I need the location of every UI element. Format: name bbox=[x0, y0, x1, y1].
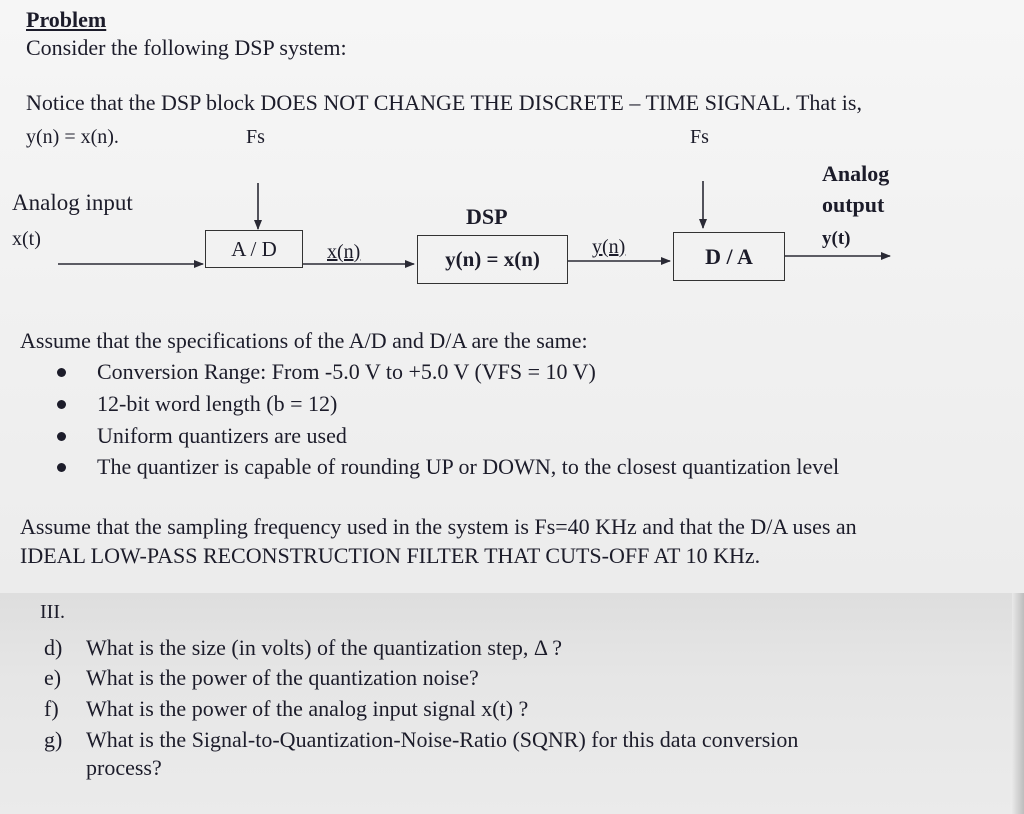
problem-heading: Problem bbox=[26, 7, 107, 32]
bullet-icon bbox=[57, 400, 66, 409]
notice-text: Notice that the DSP block DOES NOT CHANGE THE DISCRETE – TIME SIGNAL. That is, bbox=[26, 90, 862, 115]
analog-input-label: Analog input bbox=[12, 190, 133, 215]
bullet-icon bbox=[57, 368, 66, 377]
identity-text: y(n) = x(n). bbox=[26, 126, 119, 148]
assume-fs-line-2: IDEAL LOW-PASS RECONSTRUCTION FILTER THAT CUTS-OFF AT 10 KHz. bbox=[20, 543, 761, 568]
fs-right-label: Fs bbox=[690, 126, 709, 148]
dsp-box: y(n) = x(n) bbox=[417, 235, 568, 284]
bullet-icon bbox=[57, 463, 66, 472]
ad-converter-box: A / D bbox=[205, 230, 303, 268]
dsp-title: DSP bbox=[466, 204, 508, 229]
assume-fs-line-1: Assume that the sampling frequency used in the system is Fs=40 KHz and that the D/A uses an bbox=[20, 514, 857, 539]
yn-label: y(n) bbox=[592, 236, 626, 258]
xn-label: x(n) bbox=[327, 241, 361, 263]
intro-text: Consider the following DSP system: bbox=[26, 35, 347, 60]
input-signal-label: x(t) bbox=[12, 228, 41, 250]
section-label: III. bbox=[40, 601, 65, 623]
output-signal-label: y(t) bbox=[822, 228, 851, 249]
analog-output-label-2: output bbox=[822, 192, 885, 217]
analog-output-label-1: Analog bbox=[822, 161, 890, 186]
bullet-icon bbox=[57, 432, 66, 441]
fs-left-label: Fs bbox=[246, 126, 265, 148]
da-converter-box: D / A bbox=[673, 232, 785, 281]
assume-specs-text: Assume that the specifications of the A/D and D/A are the same: bbox=[20, 328, 588, 353]
